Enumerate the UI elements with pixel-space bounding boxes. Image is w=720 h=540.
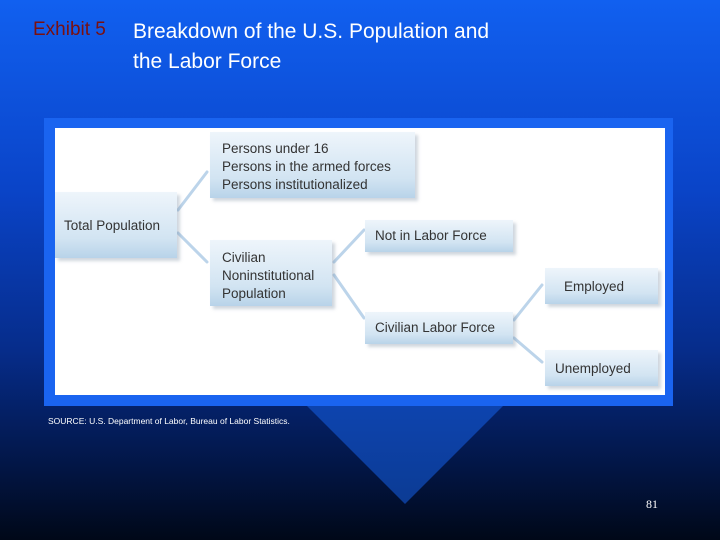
unemployed-box [545,350,658,386]
not-in-labor-force-box [365,220,513,252]
excluded-armed-forces: Persons in the armed forces [222,159,391,174]
excluded-under-16: Persons under 16 [222,141,329,156]
source-note: SOURCE: U.S. Department of Labor, Bureau of Labor Statistics. [48,416,290,426]
excluded-institutionalized: Persons institutionalized [222,177,368,192]
unemployed-label: Unemployed [555,361,631,376]
title-text [133,17,563,77]
page-number: 81 [646,497,658,511]
title-line-2: the Labor Force [133,50,282,73]
employed-label: Employed [564,279,625,294]
excluded-persons-box [210,132,415,198]
exhibit-label: Exhibit 5 [33,19,106,40]
civilian-line-2: Noninstitutional [222,268,315,283]
civilian-line-1: Civilian [222,250,266,265]
not-in-labor-force-label: Not in Labor Force [375,228,487,243]
civilian-labor-force-label: Civilian Labor Force [375,320,496,335]
total-population-label: Total Population [64,218,161,233]
total-population-box [55,192,177,258]
civilian-line-3: Population [222,286,286,301]
employed-box [545,268,658,304]
civilian-population-box [210,240,332,306]
civilian-labor-force-box [365,312,513,344]
title-line-1: Breakdown of the U.S. Population and [133,20,490,43]
